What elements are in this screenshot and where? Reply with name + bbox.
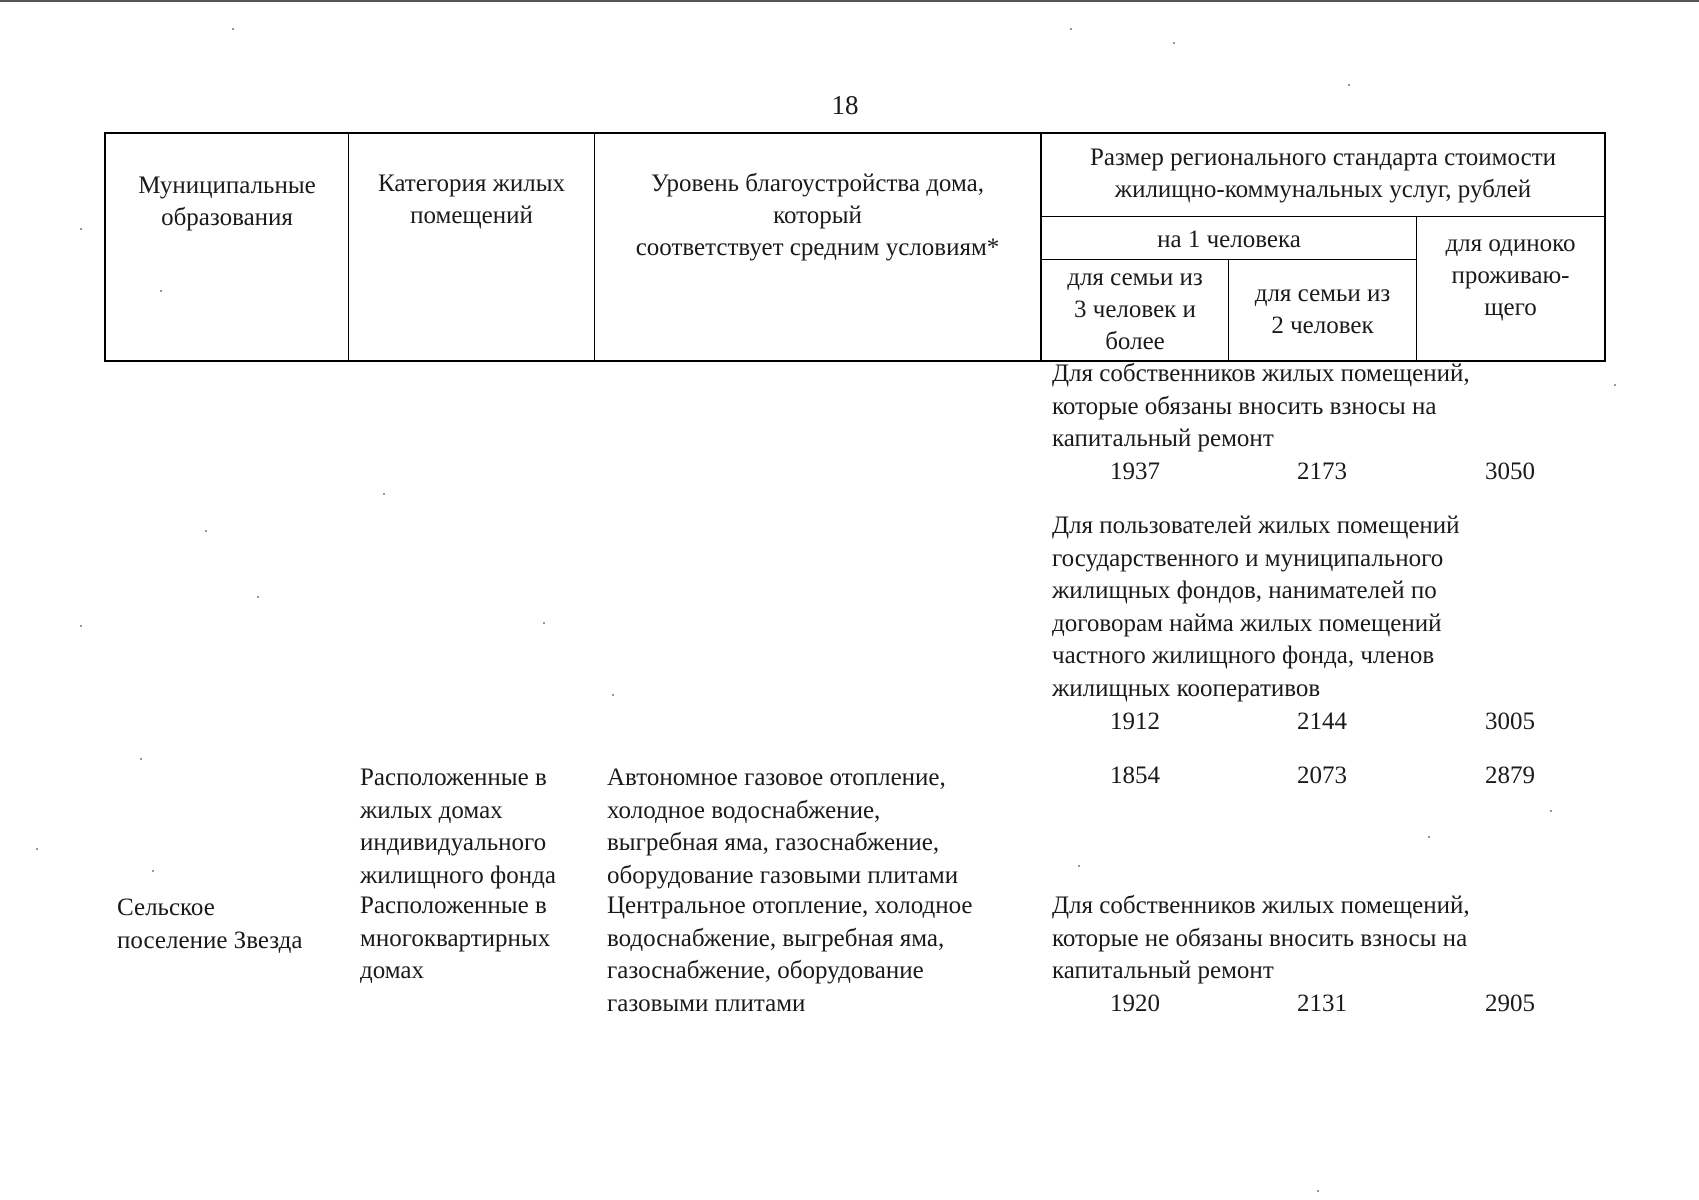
- header-family-3: для семьи из 3 человек и более: [1067, 264, 1203, 355]
- scan-speck: [1614, 384, 1616, 386]
- value-family3: 1912: [1110, 708, 1160, 735]
- scan-speck: [205, 530, 207, 532]
- header-regional-standard: Размер регионального стандарта стоимости жилищно-коммунальных услуг, рублей: [1089, 144, 1557, 203]
- value-family2: 2073: [1297, 762, 1347, 789]
- municipality-zvezda: Сельское поселение Звезда: [117, 894, 303, 954]
- category-apartment-buildings: Расположенные в многоквартирных домах: [360, 892, 551, 984]
- value-single: 2905: [1485, 990, 1535, 1017]
- scan-speck: [232, 28, 234, 30]
- scan-speck: [543, 622, 545, 624]
- scan-speck: [1348, 84, 1350, 86]
- scan-speck: [80, 228, 82, 230]
- note-users-tenants: Для пользователей жилых помещений государственного и муниципального жилищных фондов, нанимателей по договорам найма жилых помещений частного жилищного фонда, членов жилищных кооперативов: [1052, 512, 1460, 702]
- scan-speck: [140, 758, 142, 760]
- page-top-border: [0, 0, 1699, 2]
- note-owners-not-obliged: Для собственников жилых помещений, которые не обязаны вносить взносы на капитальный ремонт: [1052, 892, 1470, 984]
- note-owners-obliged: Для собственников жилых помещений, которые обязаны вносить взносы на капитальный ремонт: [1052, 360, 1470, 452]
- scan-speck: [1317, 1190, 1319, 1192]
- page-number: 18: [831, 90, 859, 120]
- header-per-person: на 1 человека: [1157, 226, 1301, 253]
- scan-speck: [1428, 836, 1430, 838]
- category-individual-houses: Расположенные в жилых домах индивидуального жилищного фонда: [360, 764, 556, 889]
- value-family2: 2173: [1297, 458, 1347, 485]
- header-municipal-formations: Муниципальные образования: [138, 172, 316, 231]
- value-single: 3050: [1485, 458, 1535, 485]
- scan-speck: [257, 596, 259, 598]
- scan-speck: [160, 290, 162, 292]
- value-single: 2879: [1485, 762, 1535, 789]
- scan-speck: [1173, 42, 1175, 44]
- scan-speck: [1550, 810, 1552, 812]
- value-family3: 1854: [1110, 762, 1160, 789]
- level-autonomous-gas: Автономное газовое отопление, холодное водоснабжение, выгребная яма, газоснабжение, оборудование газовыми плитами: [607, 764, 959, 889]
- table-header: [104, 132, 1606, 362]
- header-single: для одиноко проживаю- щего: [1445, 230, 1576, 321]
- value-family3: 1937: [1110, 458, 1160, 485]
- value-family3: 1920: [1110, 990, 1160, 1017]
- scan-speck: [80, 625, 82, 627]
- header-family-2: для семьи из 2 человек: [1254, 280, 1391, 339]
- level-central-heating: Центральное отопление, холодное водоснабжение, выгребная яма, газоснабжение, оборудование газовыми плитами: [607, 892, 973, 1017]
- value-single: 3005: [1485, 708, 1535, 735]
- header-housing-category: Категория жилых помещений: [378, 170, 565, 229]
- scan-speck: [1070, 28, 1072, 30]
- scan-speck: [1078, 865, 1080, 867]
- value-family2: 2131: [1297, 990, 1347, 1017]
- value-family2: 2144: [1297, 708, 1347, 735]
- scan-speck: [36, 848, 38, 850]
- scan-speck: [383, 493, 385, 495]
- scan-speck: [152, 870, 154, 872]
- header-amenity-level: Уровень благоустройства дома, который соответствует средним условиям*: [635, 170, 1000, 261]
- scan-speck: [612, 694, 614, 696]
